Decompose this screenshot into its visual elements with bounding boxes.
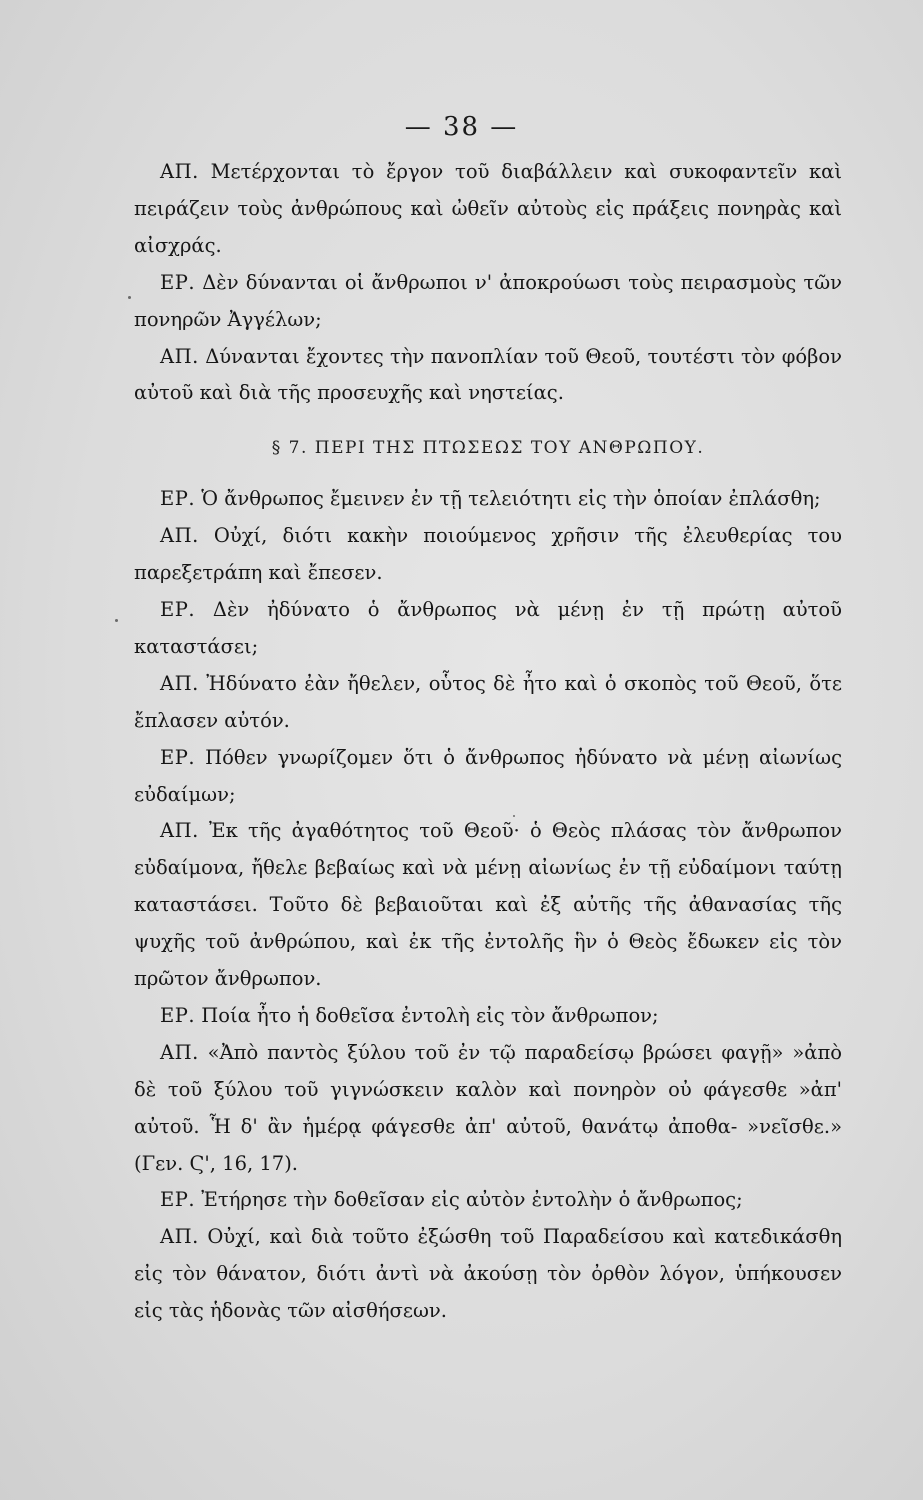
speaker-label: ΕΡ. [160,1188,196,1212]
dialogue-text: Ἐτήρησε τὴν δοθεῖσαν εἰς αὐτὸν ἐντολὴν ὁ ἄνθρωπος; [201,1188,743,1212]
dialogue-paragraph [134,813,842,998]
dialogue-text: Οὐχί, καὶ διὰ τοῦτο ἐξώσθη τοῦ Παραδείσου καὶ κατεδικάσθη εἰς τὸν θάνατον, διότι ἀντὶ νὰ ἀκούσῃ τὸν ὀρθὸν λόγον, ὑπήκουσεν εἰς τὰς ἡδονὰς τῶν αἰσθήσεων. [134,1225,843,1323]
ink-speck [513,815,515,817]
dialogue-paragraph [134,154,842,265]
speaker-label: ΕΡ. [160,597,196,621]
speaker-label: ΑΠ. [160,160,199,183]
dialogue-text: Μετέρχονται τὸ ἔργον τοῦ διαβάλλειν καὶ συκοφαντεῖν καὶ πειράζειν τοὺς ἀνθρώπους καὶ ὠθεῖν αὐτοὺς εἰς πράξεις πονηρὰς καὶ αἰσχράς. [134,160,842,257]
dialogue-paragraph [134,740,842,814]
dialogue-text: Οὐχί, διότι κακὴν ποιούμενος χρῆσιν τῆς ἐλευθερίας του παρεξετράπη καὶ ἔπεσεν. [134,524,842,585]
dialogue-paragraph [134,666,842,740]
ink-speck [115,619,118,622]
dialogue-text: Δύνανται ἔχοντες τὴν πανοπλίαν τοῦ Θεοῦ, τουτέστι τὸν φόβον αὐτοῦ καὶ διὰ τῆς προσευχῆς καὶ νηστείας. [134,344,843,405]
dialogue-paragraph [134,1219,842,1330]
speaker-label: ΕΡ. [160,1003,196,1027]
dialogue-text: Δὲν δύνανται οἱ ἄνθρωποι ν' ἀποκρούωσι τοὺς πειρασμοὺς τῶν πονηρῶν Ἀγγέλων; [134,270,842,331]
dialogue-paragraph [134,1035,842,1183]
dialogue-paragraph [134,592,842,666]
dialogue-paragraph [134,481,842,518]
speaker-label: ΕΡ. [160,270,196,294]
dialogue-text: Ποία ἦτο ἡ δοθεῖσα ἐντολὴ εἰς τὸν ἄνθρωπον; [201,1003,659,1027]
page-body [134,154,842,1330]
speaker-label: ΑΠ. [160,344,199,368]
speaker-label: ΑΠ. [160,671,199,695]
dialogue-paragraph [134,998,842,1035]
section-heading: § 7. ΠΕΡΙ ΤΗΣ ΠΤΩΣΕΩΣ ΤΟΥ ΑΝΘΡΩΠΟΥ. [271,438,705,459]
speaker-label: ΑΠ. [160,1225,199,1249]
speaker-label: ΕΡ. [160,745,196,769]
speaker-label: ΑΠ. [160,819,199,843]
speaker-label: ΑΠ. [160,1040,199,1064]
dialogue-text: Ἠδύνατο ἐὰν ἤθελεν, οὗτος δὲ ἦτο καὶ ὁ σκοπὸς τοῦ Θεοῦ, ὅτε ἔπλασεν αὐτόν. [134,671,843,732]
ink-speck [128,296,131,299]
page-number: — 38 — [404,112,519,142]
speaker-label: ΑΠ. [160,524,199,548]
dialogue-paragraph [134,518,842,592]
dialogue-paragraph [134,1182,842,1219]
dialogue-text: Ἐκ τῆς ἀγαθότητος τοῦ Θεοῦ· ὁ Θεὸς πλάσας τὸν ἄνθρωπον εὐδαίμονα, ἤθελε βεβαίως καὶ νὰ μένῃ αἰωνίως ἐν τῇ εὐδαίμονι ταύτῃ καταστάσει. Τοῦτο δὲ βεβαιοῦται καὶ ἐξ αὐτῆς τῆς ἀθανασίας τῆς ψυχῆς τοῦ ἀνθρώπου, καὶ ἐκ τῆς ἐντολῆς ἣν ὁ Θεὸς ἔδωκεν εἰς τὸν πρῶτον ἄνθρωπον. [134,819,842,991]
dialogue-text: Δὲν ἠδύνατο ὁ ἄνθρωπος νὰ μένῃ ἐν τῇ πρώτῃ αὐτοῦ καταστάσει; [134,597,842,658]
dialogue-paragraph [134,265,842,339]
speaker-label: ΕΡ. [160,487,196,511]
dialogue-text: Ὁ ἄνθρωπος ἔμεινεν ἐν τῇ τελειότητι εἰς τὴν ὁποίαν ἐπλάσθη; [201,487,821,511]
dialogue-text: «Ἀπὸ παντὸς ξύλου τοῦ ἐν τῷ παραδείσῳ βρώσει φαγῇ» »ἀπὸ δὲ τοῦ ξύλου τοῦ γιγνώσκειν καλὸν καὶ πονηρὸν οὐ φάγεσθε »ἀπ' αὐτοῦ. Ἧ δ' ἂν ἡμέρᾳ φάγεσθε ἀπ' αὐτοῦ, θανάτῳ ἀποθα- »νεῖσθε.» (Γεν. Ϛ', 16, 17). [134,1040,842,1175]
dialogue-paragraph [134,339,842,413]
dialogue-text: Πόθεν γνωρίζομεν ὅτι ὁ ἄνθρωπος ἠδύνατο νὰ μένῃ αἰωνίως εὐδαίμων; [134,745,842,806]
